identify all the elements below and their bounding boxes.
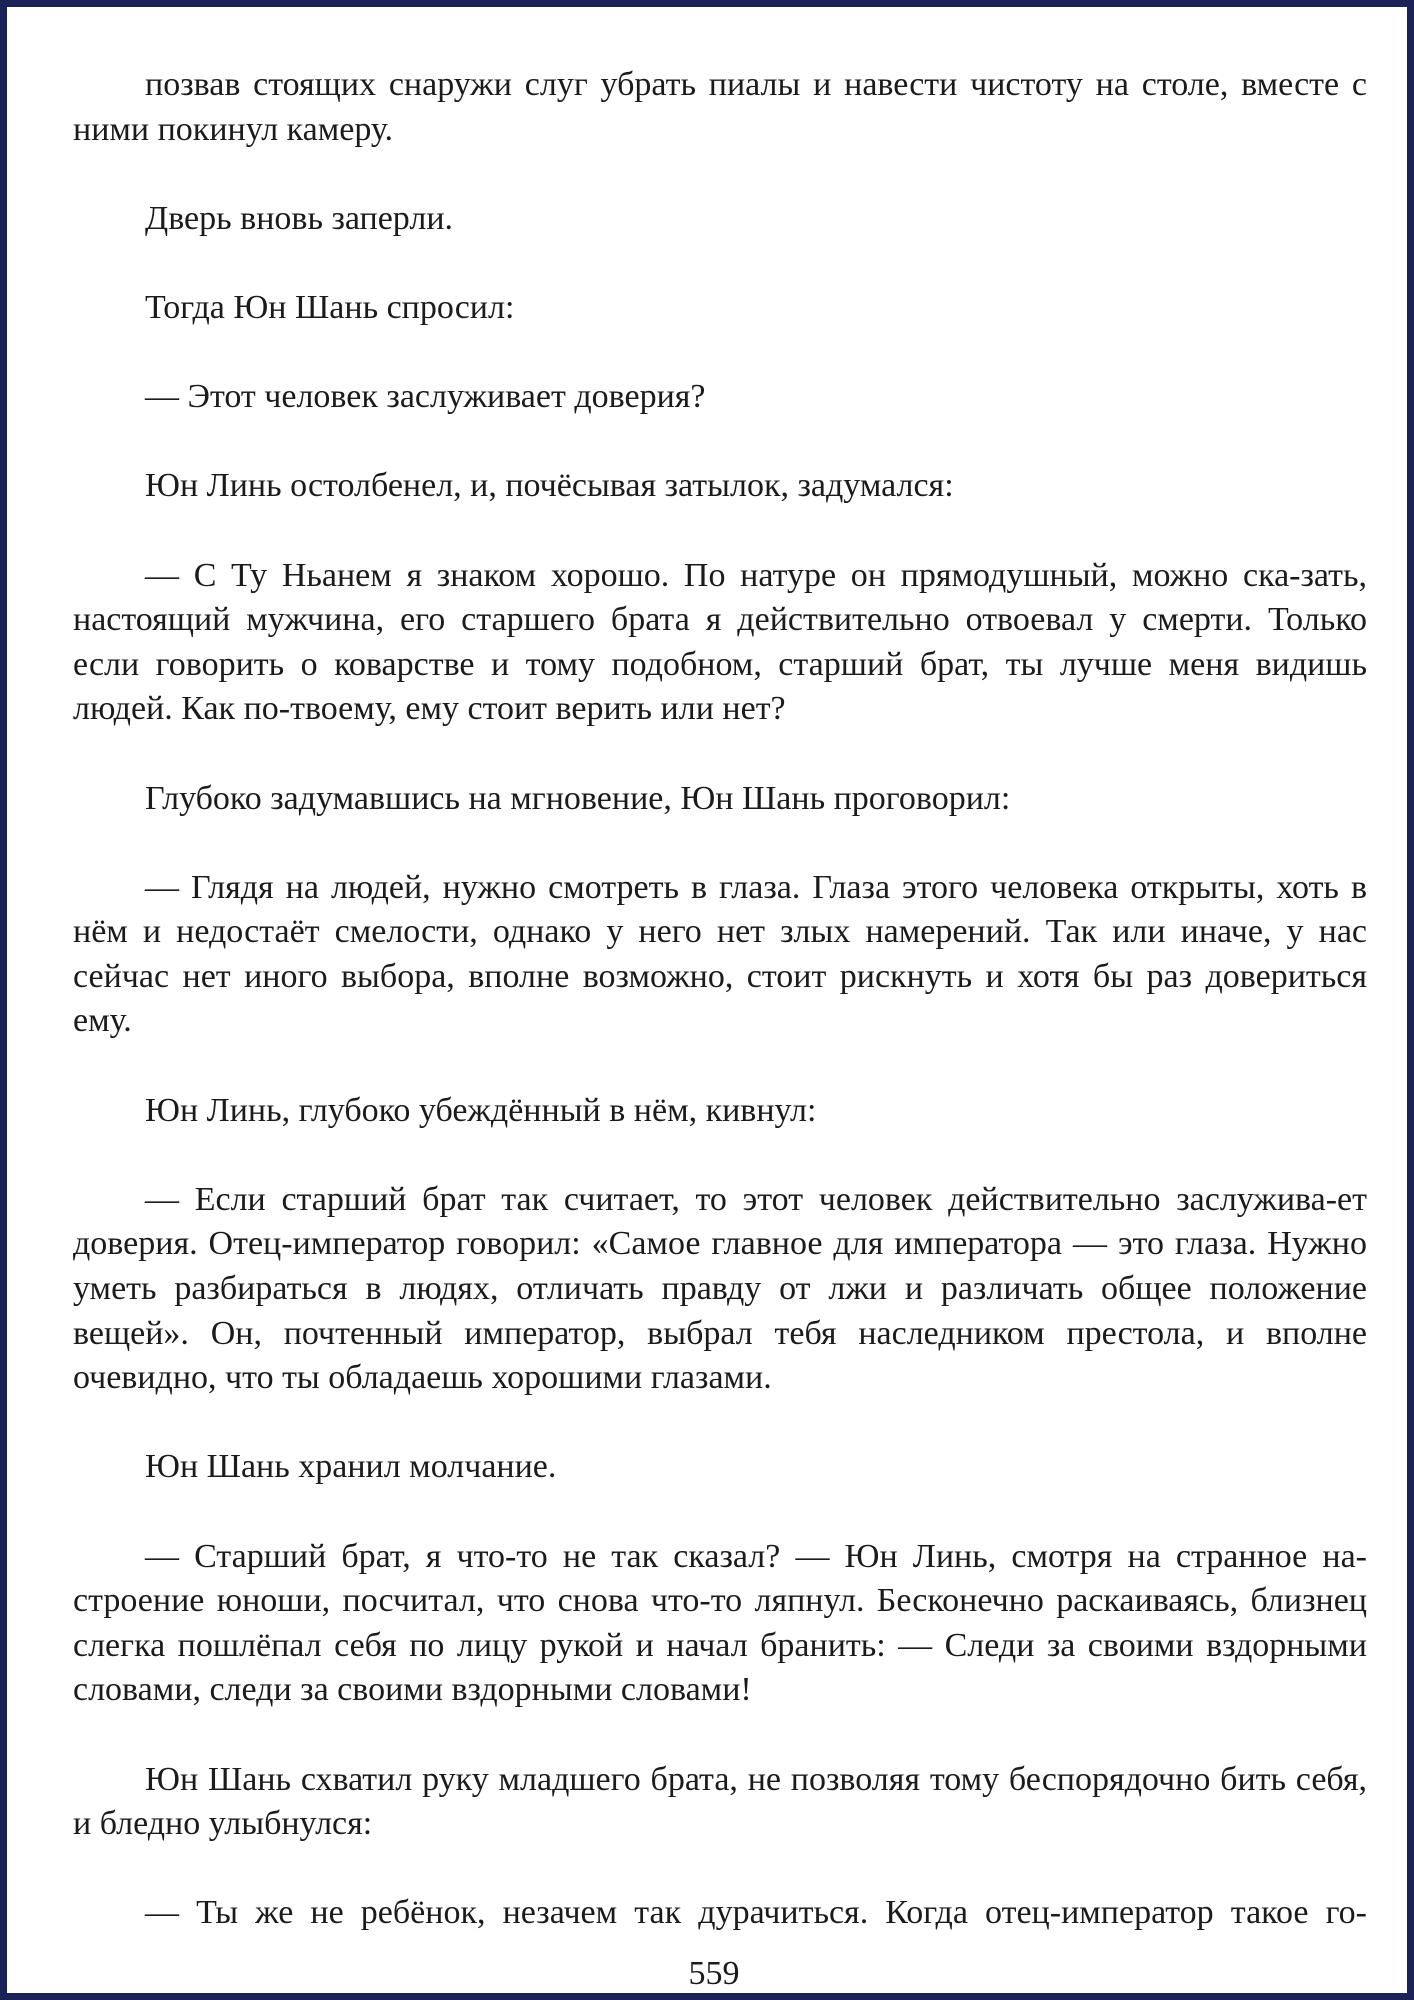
paragraph-6: — С Ту Ньанем я знаком хорошо. По натуре он прямодушный, можно ска-зать, настоящий мужчина, его старшего брата я действительно отвоевал у смерти. Только если говорить о коварстве и тому подобном, старший брат, ты лучше меня видишь людей. Как по-твоему, ему стоит верить или нет?	[73, 556, 1367, 728]
paragraph-3: Тогда Юн Шань спросил:	[145, 288, 515, 326]
paragraph-9: Юн Линь, глубоко убеждённый в нём, кивнул:	[145, 1091, 817, 1129]
paragraph-8: — Глядя на людей, нужно смотреть в глаза. Глаза этого человека открыты, хоть в нём и недостаёт смелости, однако у него нет злых намерений. Так или иначе, у нас сейчас нет иного выбора, вполне возможно, стоит рискнуть и хотя бы раз довериться ему.	[73, 868, 1367, 1040]
paragraph-12: — Старший брат, я что-то не так сказал? — Юн Линь, смотря на странное на-строение юноши, посчитал, что снова что-то ляпнул. Бесконечно раскаиваясь, близнец слегка пошлёпал себя по лицу рукой и начал бранить: — Следи за своими вздорными словами, следи за своими вздорными словами!	[73, 1537, 1367, 1709]
paragraph-2: Дверь вновь заперли.	[145, 199, 454, 237]
paragraph-13: Юн Шань схватил руку младшего брата, не позволяя тому беспорядочно бить себя, и бледно улыбнулся:	[73, 1760, 1367, 1843]
body-text	[73, 63, 1367, 1936]
page-number: 559	[688, 1955, 740, 1992]
paragraph-7: Глубоко задумавшись на мгновение, Юн Шань проговорил:	[145, 779, 1011, 817]
paragraph-4: — Этот человек заслуживает доверия?	[145, 378, 706, 416]
paragraph-10: — Если старший брат так считает, то этот человек действительно заслужива-ет доверия. Отец-император говорил: «Самое главное для императора — это глаза. Нужно уметь разбираться в людях, отличать правду от лжи и различать общее положение вещей». Он, почтенный император, выбрал тебя наследником престола, и вполне очевидно, что ты обладаешь хорошими глазами.	[73, 1180, 1367, 1397]
paragraph-1: позвав стоящих снаружи слуг убрать пиалы и навести чистоту на столе, вместе с ними покинул камеру.	[73, 66, 1367, 148]
paragraph-14: — Ты же не ребёнок, незачем так дурачиться. Когда отец-император такое го-	[145, 1894, 1367, 1932]
paragraph-5: Юн Линь остолбенел, и, почёсывая затылок, задумался:	[145, 467, 954, 505]
paragraph-11: Юн Шань хранил молчание.	[145, 1448, 557, 1486]
